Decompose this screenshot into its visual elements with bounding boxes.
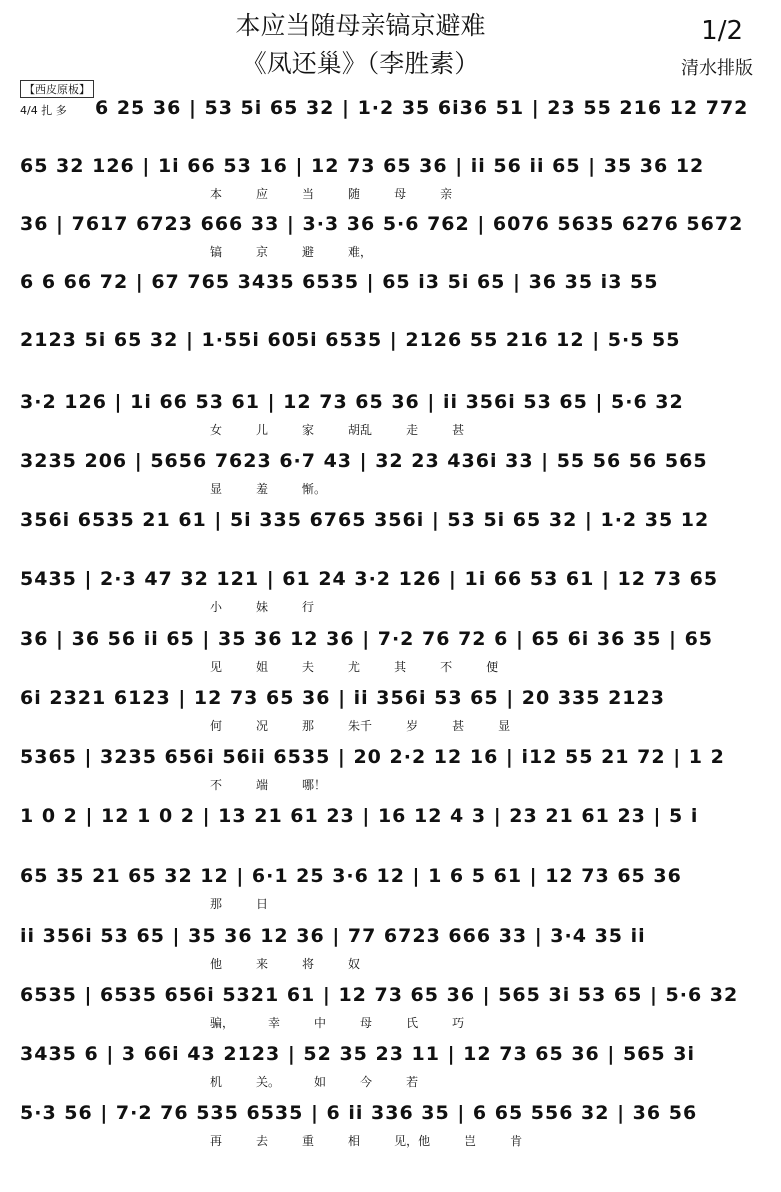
meter-label: 4/4 扎 多: [20, 104, 67, 117]
lyric-word: 不: [440, 660, 453, 674]
lyric-word: 小: [210, 600, 223, 614]
lyric-word: 避: [302, 245, 315, 259]
lyric-word: 本: [210, 187, 223, 201]
notation-row: 2123 5i 65 32 | 1·55i 605i 6535 | 2126 55 216 12 | 5·5 55: [20, 329, 681, 351]
score-line: [0, 984, 781, 1044]
lyric-word: 日: [256, 897, 269, 911]
lyric-word: 哪！: [302, 778, 327, 792]
lyric-word: 骗，: [210, 1016, 235, 1030]
lyric-word: 甚: [452, 719, 465, 733]
notation-row: 6535 | 6535 656i 5321 61 | 12 73 65 36 | 565 3i 53 65 | 5·6 32: [20, 984, 739, 1006]
lyrics-row: [20, 895, 761, 912]
lyric-word: 姐: [256, 660, 269, 674]
lyric-word: 显: [210, 482, 223, 496]
lyric-word: 羞: [256, 482, 269, 496]
lyrics-row: [20, 717, 761, 734]
page-title: 本应当随母亲镐京避难: [235, 11, 486, 40]
lyric-word: 妹: [256, 600, 269, 614]
lyric-word: 来: [256, 957, 269, 971]
score-line: [0, 865, 781, 925]
lyric-word: 甚: [452, 423, 465, 437]
page-subtitle: 《凤还巢》（李胜素）: [241, 49, 480, 78]
score-line: [0, 271, 781, 331]
lyric-word: 胡乱: [348, 423, 373, 437]
lyric-word: 再: [210, 1134, 223, 1148]
lyric-word: 何: [210, 719, 223, 733]
lyric-word: 母: [394, 187, 407, 201]
lyric-word: 氏: [406, 1016, 419, 1030]
lyric-word: 若: [406, 1075, 419, 1089]
lyric-word: 岂: [464, 1134, 477, 1148]
lyrics-row: [20, 243, 761, 260]
notation-row: 5365 | 3235 656i 56ii 6535 | 20 2·2 12 16 | i12 55 21 72 | 1 2: [20, 746, 725, 768]
lyric-word: 关。: [256, 1075, 281, 1089]
lyric-word: 相: [348, 1134, 361, 1148]
lyric-word: 幸: [268, 1016, 281, 1030]
lyric-word: 儿: [256, 423, 269, 437]
lyrics-row: [20, 1073, 761, 1090]
mode-label: 【西皮原板】: [20, 80, 94, 98]
notation-row: 5435 | 2·3 47 32 121 | 61 24 3·2 126 | 1i 66 53 61 | 12 73 65: [20, 568, 719, 590]
lyric-word: 今: [360, 1075, 373, 1089]
lyric-word: 朱千: [348, 719, 373, 733]
lyric-word: 奴: [348, 957, 361, 971]
lyric-word: 况: [256, 719, 269, 733]
notation-row: 65 35 21 65 32 12 | 6·1 25 3·6 12 | 1 6 5 61 | 12 73 65 36: [20, 865, 682, 887]
lyric-word: 亲: [440, 187, 453, 201]
notation-row: 3·2 126 | 1i 66 53 61 | 12 73 65 36 | ii 356i 53 65 | 5·6 32: [20, 391, 684, 413]
lyric-word: 当: [302, 187, 315, 201]
score-line: [0, 1043, 781, 1103]
score-line: [0, 329, 781, 389]
lyric-word: 那: [302, 719, 315, 733]
score-line: [0, 450, 781, 510]
score-line: [0, 213, 781, 273]
lyric-word: 惭。: [302, 482, 327, 496]
lyric-word: 走: [406, 423, 419, 437]
lyrics-row: [20, 185, 761, 202]
lyric-word: 难，: [348, 245, 373, 259]
lyric-word: 显: [498, 719, 511, 733]
lyrics-row: [20, 955, 761, 972]
lyric-word: 如: [314, 1075, 327, 1089]
lyric-word: 行: [302, 600, 315, 614]
lyric-word: 便: [486, 660, 499, 674]
lyric-word: 见，他: [394, 1134, 431, 1148]
notation-row: 5·3 56 | 7·2 76 535 6535 | 6 ii 336 35 | 6 65 556 32 | 36 56: [20, 1102, 698, 1124]
lyric-word: 应: [256, 187, 269, 201]
lyric-word: 端: [256, 778, 269, 792]
lyric-word: 不: [210, 778, 223, 792]
lyric-word: 将: [302, 957, 315, 971]
notation-row: 6 25 36 | 53 5i 65 32 | 1·2 35 6i36 51 | 23 55 216 12 772: [95, 97, 749, 119]
lyric-word: 机: [210, 1075, 223, 1089]
page-number: 1/2: [701, 16, 743, 46]
notation-row: 36 | 36 56 ii 65 | 35 36 12 36 | 7·2 76 72 6 | 65 6i 36 35 | 65: [20, 628, 714, 650]
lyric-word: 女: [210, 423, 223, 437]
lyric-word: 中: [314, 1016, 327, 1030]
score-line: [0, 687, 781, 747]
lyrics-row: [20, 598, 761, 615]
lyric-word: 见: [210, 660, 223, 674]
lyric-word: 京: [256, 245, 269, 259]
lyric-word: 巧: [452, 1016, 465, 1030]
lyric-word: 肯: [510, 1134, 523, 1148]
score-line: [0, 746, 781, 806]
notation-row: 1 0 2 | 12 1 0 2 | 13 21 61 23 | 16 12 4 3 | 23 21 61 23 | 5 i: [20, 805, 699, 827]
lyrics-row: [20, 1132, 761, 1149]
lyric-word: 镐: [210, 245, 223, 259]
lyric-word: 去: [256, 1134, 269, 1148]
lyric-word: 尤: [348, 660, 361, 674]
notation-row: 3435 6 | 3 66i 43 2123 | 52 35 23 11 | 12 73 65 36 | 565 3i: [20, 1043, 695, 1065]
score-line: [0, 391, 781, 451]
lyrics-row: [20, 421, 761, 438]
notation-row: 6 6 66 72 | 67 765 3435 6535 | 65 i3 5i 65 | 36 35 i3 55: [20, 271, 659, 293]
notation-row: ii 356i 53 65 | 35 36 12 36 | 77 6723 666 33 | 3·4 35 ii: [20, 925, 646, 947]
notation-row: 6i 2321 6123 | 12 73 65 36 | ii 356i 53 65 | 20 335 2123: [20, 687, 665, 709]
notation-row: 65 32 126 | 1i 66 53 16 | 12 73 65 36 | ii 56 ii 65 | 35 36 12: [20, 155, 705, 177]
lyrics-row: [20, 480, 761, 497]
lyric-word: 母: [360, 1016, 373, 1030]
lyric-word: 他: [210, 957, 223, 971]
score-line: [0, 805, 781, 865]
lyric-word: 那: [210, 897, 223, 911]
score-line: [0, 1102, 781, 1162]
lyrics-row: [20, 658, 761, 675]
lyrics-row: [20, 1014, 761, 1031]
lyric-word: 夫: [302, 660, 315, 674]
score-line: [0, 97, 781, 157]
lyric-word: 岁: [406, 719, 419, 733]
score-line: [0, 925, 781, 985]
lyrics-row: [20, 776, 761, 793]
lyric-word: 随: [348, 187, 361, 201]
typesetter-credit: 清水排版: [681, 58, 753, 79]
score-line: [0, 628, 781, 688]
score-line: [0, 509, 781, 569]
notation-row: 3235 206 | 5656 7623 6·7 43 | 32 23 436i 33 | 55 56 56 565: [20, 450, 708, 472]
lyric-word: 家: [302, 423, 315, 437]
notation-row: 356i 6535 21 61 | 5i 335 6765 356i | 53 5i 65 32 | 1·2 35 12: [20, 509, 710, 531]
notation-row: 36 | 7617 6723 666 33 | 3·3 36 5·6 762 | 6076 5635 6276 5672: [20, 213, 744, 235]
lyric-word: 重: [302, 1134, 315, 1148]
score-line: [0, 568, 781, 628]
score-line: [0, 155, 781, 215]
lyric-word: 其: [394, 660, 407, 674]
